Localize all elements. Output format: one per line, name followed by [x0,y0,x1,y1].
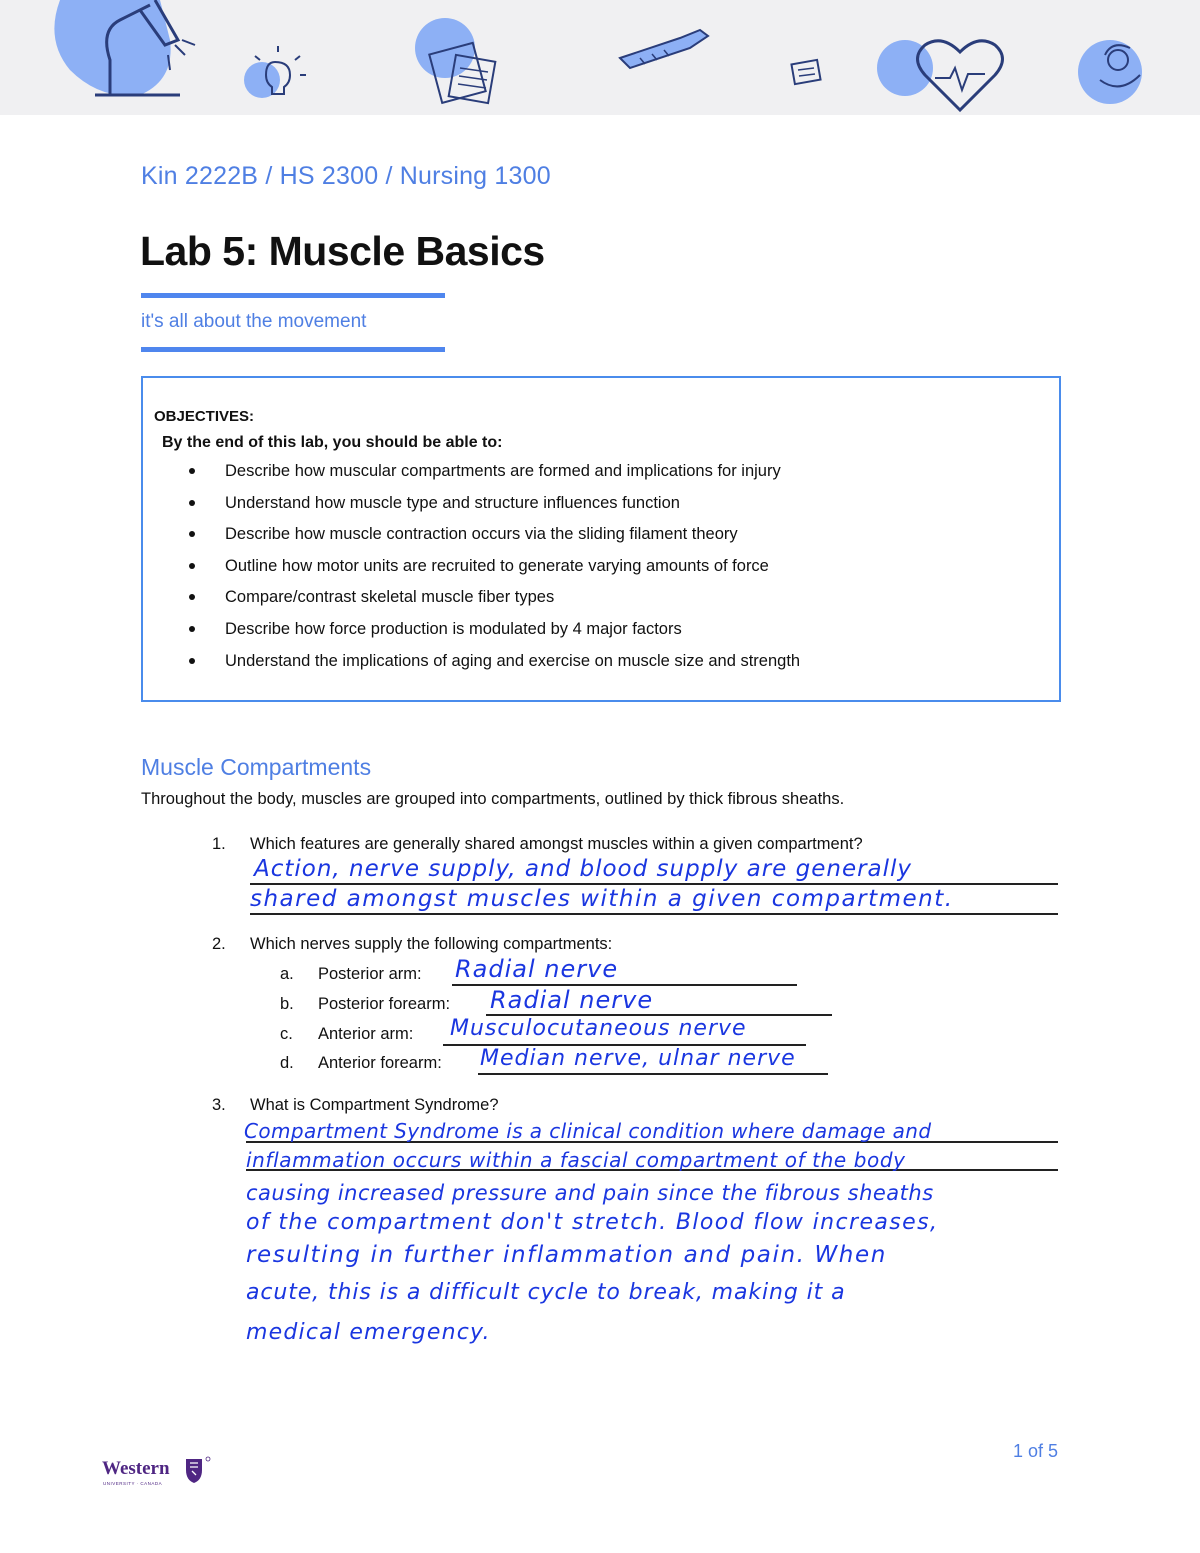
objectives-heading: OBJECTIVES: [154,408,255,425]
handwritten-answer: Radial nerve [490,986,654,1014]
western-logo [102,1454,222,1499]
handwritten-answer: inflammation occurs within a fascial compartment of the body [246,1148,906,1172]
handwritten-answer: Median nerve, ulnar nerve [480,1046,796,1071]
sub-letter: d. [280,1054,294,1072]
list-item [181,586,800,618]
baby-icon [1078,40,1142,104]
objective-text: Describe how force production is modulated by 4 major factors [225,619,682,638]
sub-question-d [280,1054,442,1073]
objectives-list [181,460,800,681]
question-1 [212,835,863,854]
banner-illustrations [0,0,1200,115]
title-rule-top [141,293,445,298]
bullet [189,626,195,632]
bullet [189,531,195,537]
logo-wordmark: Western [102,1458,170,1479]
page-subtitle: it's all about the movement [141,311,367,332]
answer-line [250,883,1058,885]
question-2 [212,935,612,954]
course-codes: Kin 2222B / HS 2300 / Nursing 1300 [141,162,551,190]
bullet [189,594,195,600]
lightbulb-icon [244,46,306,98]
bullet [189,468,195,474]
bullet [189,563,195,569]
handwritten-answer: causing increased pressure and pain since the fibrous sheaths [246,1181,934,1205]
sub-label: Posterior arm: [318,965,422,983]
bullet [189,658,195,664]
handwritten-answer: acute, this is a difficult cycle to break, making it a [246,1280,846,1305]
question-text: Which features are generally shared amongst muscles within a given compartment? [250,835,863,853]
list-item [181,460,800,492]
handwritten-answer: medical emergency. [246,1320,491,1345]
objectives-box [141,376,1061,702]
question-text: Which nerves supply the following compartments: [250,935,613,953]
answer-line [478,1073,828,1075]
header-banner [0,0,1200,115]
documents-icon [415,18,495,103]
objectives-intro: By the end of this lab, you should be able to: [162,434,503,451]
sub-question-b [280,995,450,1014]
western-crest-icon [102,1454,222,1494]
objective-text: Describe how muscle contraction occurs via the sliding filament theory [225,525,738,544]
device-icon [791,60,820,84]
title-rule-bottom [141,347,445,352]
section-title: Muscle Compartments [141,754,372,780]
objective-text: Understand the implications of aging and exercise on muscle size and strength [225,651,801,670]
syringe-icon [620,30,708,68]
sub-question-c [280,1025,413,1044]
list-item [181,650,800,682]
bullet [189,500,195,506]
handwritten-answer: Musculocutaneous nerve [450,1016,747,1041]
sub-letter: b. [280,995,294,1013]
objective-text: Understand how muscle type and structure influences function [225,493,680,512]
sub-letter: a. [280,965,294,983]
sub-label: Posterior forearm: [318,995,451,1013]
handwritten-answer: shared amongst muscles within a given compartment. [250,886,954,912]
page-number: 1 of 5 [1013,1441,1059,1461]
question-3 [212,1096,499,1115]
handwritten-answer: of the compartment don't stretch. Blood flow increases, [246,1210,939,1235]
question-number: 1. [212,835,226,853]
list-item [181,618,800,650]
list-item [181,492,800,524]
sub-question-a [280,965,422,984]
section-intro: Throughout the body, muscles are grouped into compartments, outlined by thick fibrous sheaths. [141,790,845,808]
microscope-icon [54,0,195,96]
sub-label: Anterior arm: [318,1025,414,1043]
objective-text: Describe how muscular compartments are formed and implications for injury [225,462,781,480]
handwritten-answer: Compartment Syndrome is a clinical condition where damage and [244,1119,932,1143]
question-text: What is Compartment Syndrome? [250,1096,499,1114]
handwritten-answer: Action, nerve supply, and blood supply are generally [254,856,913,882]
objective-text: Compare/contrast skeletal muscle fiber types [225,588,555,607]
question-number: 2. [212,935,226,953]
handwritten-answer: Radial nerve [455,955,619,983]
page-title: Lab 5: Muscle Basics [140,228,545,274]
sub-label: Anterior forearm: [318,1054,442,1072]
list-item [181,523,800,555]
handwritten-answer: resulting in further inflammation and pain. When [246,1242,887,1268]
heart-icon [877,40,1003,110]
logo-subtext: UNIVERSITY · CANADA [103,1481,163,1486]
objective-text: Outline how motor units are recruited to generate varying amounts of force [225,556,769,575]
question-number: 3. [212,1096,226,1114]
list-item [181,555,800,587]
answer-line [250,913,1058,915]
sub-letter: c. [280,1025,293,1043]
